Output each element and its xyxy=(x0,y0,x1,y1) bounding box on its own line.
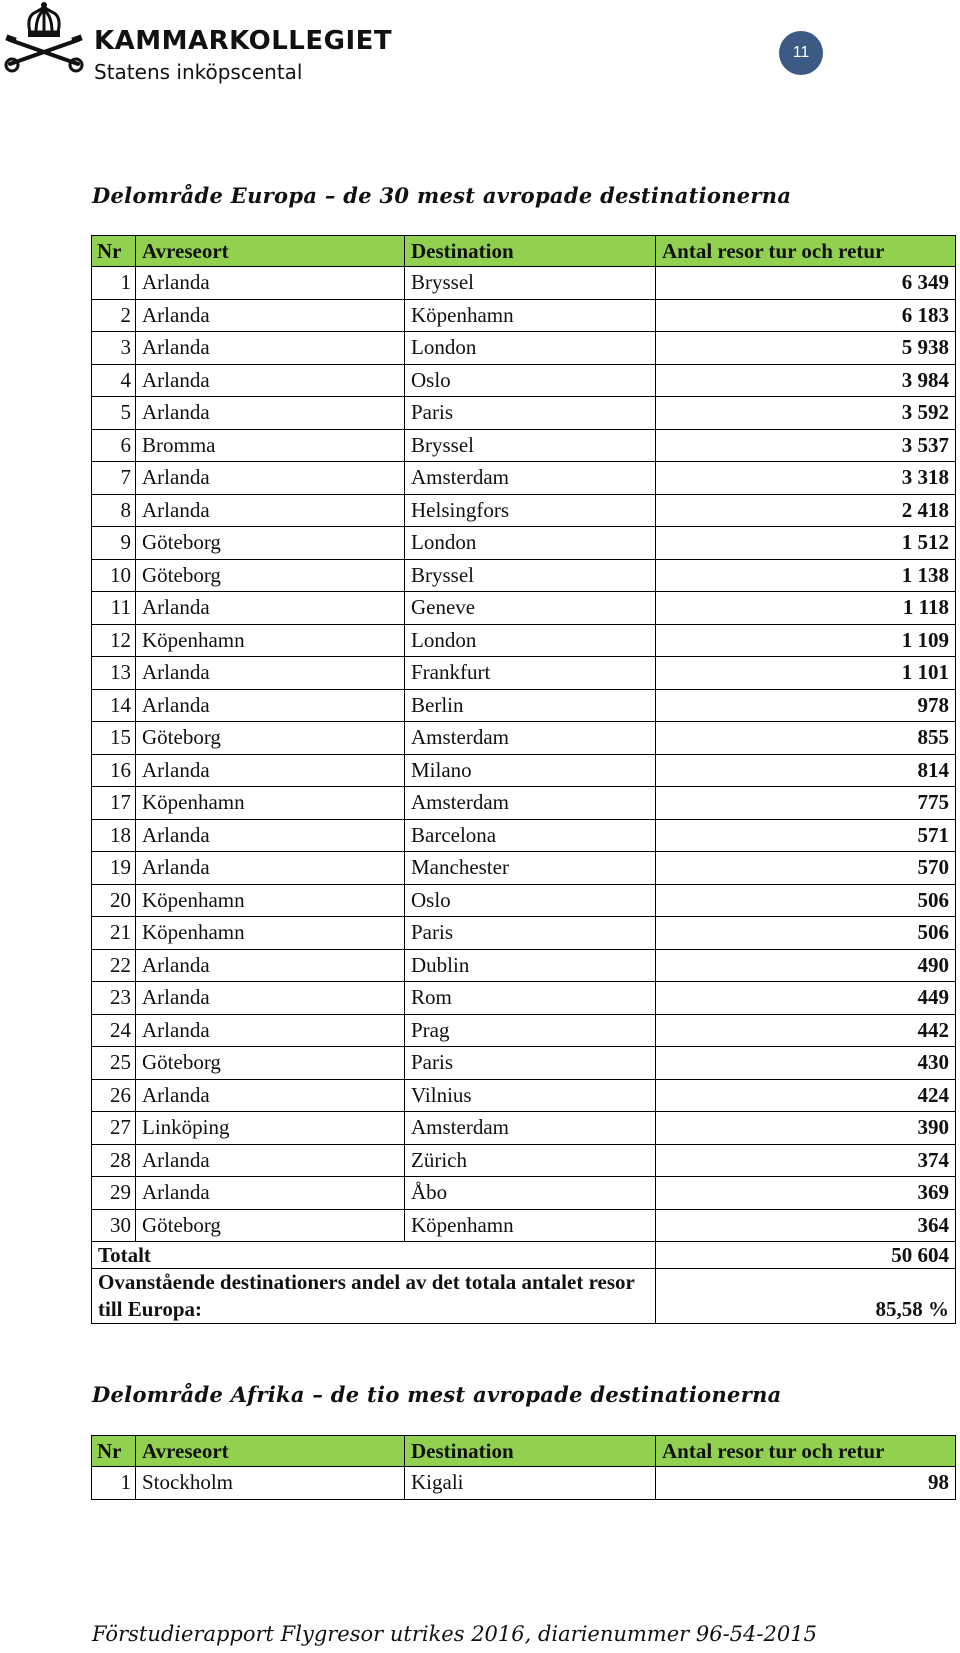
cell-destination: Helsingfors xyxy=(405,494,656,527)
cell-destination: Barcelona xyxy=(405,819,656,852)
cell-avreseort: Arlanda xyxy=(136,1177,405,1210)
cell-antal: 374 xyxy=(656,1144,956,1177)
table-row xyxy=(92,332,956,365)
cell-avreseort: Stockholm xyxy=(136,1467,405,1500)
cell-antal: 442 xyxy=(656,1014,956,1047)
cell-nr: 4 xyxy=(92,364,136,397)
cell-antal: 98 xyxy=(656,1467,956,1500)
table-row xyxy=(92,429,956,462)
cell-destination: Manchester xyxy=(405,852,656,885)
cell-nr: 1 xyxy=(92,1467,136,1500)
cell-antal: 1 109 xyxy=(656,624,956,657)
cell-nr: 5 xyxy=(92,397,136,430)
cell-nr: 8 xyxy=(92,494,136,527)
cell-destination: Dublin xyxy=(405,949,656,982)
table-row xyxy=(92,917,956,950)
cell-destination: Vilnius xyxy=(405,1079,656,1112)
cell-nr: 26 xyxy=(92,1079,136,1112)
total-row xyxy=(92,1242,956,1269)
cell-nr: 15 xyxy=(92,722,136,755)
cell-avreseort: Arlanda xyxy=(136,462,405,495)
cell-antal: 571 xyxy=(656,819,956,852)
cell-avreseort: Arlanda xyxy=(136,332,405,365)
cell-destination: Oslo xyxy=(405,884,656,917)
africa-heading: Delområde Afrika – de tio mest avropade destinationerna xyxy=(92,1382,782,1407)
logo-subtitle: Statens inköpscental xyxy=(94,60,303,84)
table-row xyxy=(92,884,956,917)
cell-nr: 6 xyxy=(92,429,136,462)
footer-text: Förstudierapport Flygresor utrikes 2016, diarienummer 96-54-2015 xyxy=(92,1622,817,1646)
table-header-row xyxy=(92,236,956,267)
cell-destination: Prag xyxy=(405,1014,656,1047)
column-header-avreseort: Avreseort xyxy=(136,1436,405,1467)
table-row xyxy=(92,299,956,332)
table-row xyxy=(92,364,956,397)
cell-nr: 16 xyxy=(92,754,136,787)
africa-table xyxy=(91,1435,956,1500)
cell-destination: Paris xyxy=(405,1047,656,1080)
cell-antal: 978 xyxy=(656,689,956,722)
table-row xyxy=(92,1079,956,1112)
cell-nr: 21 xyxy=(92,917,136,950)
cell-nr: 7 xyxy=(92,462,136,495)
table-row xyxy=(92,1047,956,1080)
cell-destination: Rom xyxy=(405,982,656,1015)
cell-avreseort: Bromma xyxy=(136,429,405,462)
cell-antal: 3 537 xyxy=(656,429,956,462)
cell-avreseort: Göteborg xyxy=(136,527,405,560)
cell-destination: Milano xyxy=(405,754,656,787)
cell-destination: Bryssel xyxy=(405,267,656,300)
cell-avreseort: Arlanda xyxy=(136,299,405,332)
cell-destination: Amsterdam xyxy=(405,462,656,495)
cell-avreseort: Göteborg xyxy=(136,722,405,755)
cell-antal: 1 512 xyxy=(656,527,956,560)
cell-destination: Köpenhamn xyxy=(405,1209,656,1242)
table-row xyxy=(92,1144,956,1177)
cell-avreseort: Arlanda xyxy=(136,267,405,300)
table-row xyxy=(92,1209,956,1242)
cell-destination: Bryssel xyxy=(405,429,656,462)
cell-antal: 390 xyxy=(656,1112,956,1145)
table-row xyxy=(92,527,956,560)
cell-antal: 1 138 xyxy=(656,559,956,592)
cell-destination: London xyxy=(405,332,656,365)
cell-antal: 1 118 xyxy=(656,592,956,625)
cell-nr: 30 xyxy=(92,1209,136,1242)
column-header-antal: Antal resor tur och retur xyxy=(656,236,956,267)
table-row xyxy=(92,462,956,495)
table-row xyxy=(92,494,956,527)
cell-avreseort: Arlanda xyxy=(136,1014,405,1047)
table-row xyxy=(92,624,956,657)
cell-destination: Amsterdam xyxy=(405,787,656,820)
cell-nr: 1 xyxy=(92,267,136,300)
cell-nr: 24 xyxy=(92,1014,136,1047)
table-row xyxy=(92,949,956,982)
europe-table-body xyxy=(92,267,956,1242)
cell-nr: 29 xyxy=(92,1177,136,1210)
table-row xyxy=(92,1112,956,1145)
cell-destination: Geneve xyxy=(405,592,656,625)
cell-antal: 775 xyxy=(656,787,956,820)
cell-nr: 3 xyxy=(92,332,136,365)
cell-avreseort: Arlanda xyxy=(136,592,405,625)
europe-table xyxy=(91,235,956,1324)
cell-antal: 424 xyxy=(656,1079,956,1112)
column-header-antal: Antal resor tur och retur xyxy=(656,1436,956,1467)
cell-nr: 23 xyxy=(92,982,136,1015)
table-row xyxy=(92,1467,956,1500)
cell-nr: 19 xyxy=(92,852,136,885)
cell-avreseort: Arlanda xyxy=(136,494,405,527)
cell-nr: 25 xyxy=(92,1047,136,1080)
logo-title: KAMMARKOLLEGIET xyxy=(94,26,393,56)
column-header-destination: Destination xyxy=(405,236,656,267)
cell-avreseort: Arlanda xyxy=(136,852,405,885)
table-row xyxy=(92,1014,956,1047)
cell-antal: 6 183 xyxy=(656,299,956,332)
cell-destination: Bryssel xyxy=(405,559,656,592)
cell-nr: 13 xyxy=(92,657,136,690)
cell-avreseort: Arlanda xyxy=(136,397,405,430)
column-header-nr: Nr xyxy=(92,236,136,267)
cell-nr: 9 xyxy=(92,527,136,560)
total-label: Totalt xyxy=(92,1242,656,1269)
cell-avreseort: Arlanda xyxy=(136,949,405,982)
cell-antal: 1 101 xyxy=(656,657,956,690)
cell-avreseort: Arlanda xyxy=(136,689,405,722)
cell-avreseort: Göteborg xyxy=(136,1047,405,1080)
cell-destination: Paris xyxy=(405,397,656,430)
page-number-badge: 11 xyxy=(779,31,823,75)
share-value: 85,58 % xyxy=(656,1269,956,1324)
cell-avreseort: Köpenhamn xyxy=(136,884,405,917)
table-row xyxy=(92,689,956,722)
share-label: Ovanstående destinationers andel av det totala antalet resor till Europa: xyxy=(92,1269,656,1324)
logo xyxy=(2,2,393,84)
table-row xyxy=(92,982,956,1015)
cell-nr: 2 xyxy=(92,299,136,332)
cell-antal: 5 938 xyxy=(656,332,956,365)
table-header-row xyxy=(92,1436,956,1467)
cell-destination: London xyxy=(405,527,656,560)
table-row xyxy=(92,592,956,625)
total-value: 50 604 xyxy=(656,1242,956,1269)
cell-antal: 490 xyxy=(656,949,956,982)
cell-destination: Frankfurt xyxy=(405,657,656,690)
cell-antal: 430 xyxy=(656,1047,956,1080)
cell-antal: 369 xyxy=(656,1177,956,1210)
africa-table-body xyxy=(92,1467,956,1500)
share-row xyxy=(92,1269,956,1324)
cell-nr: 10 xyxy=(92,559,136,592)
cell-nr: 11 xyxy=(92,592,136,625)
cell-avreseort: Arlanda xyxy=(136,657,405,690)
cell-avreseort: Arlanda xyxy=(136,364,405,397)
table-row xyxy=(92,754,956,787)
cell-nr: 12 xyxy=(92,624,136,657)
cell-avreseort: Köpenhamn xyxy=(136,917,405,950)
column-header-nr: Nr xyxy=(92,1436,136,1467)
table-row xyxy=(92,1177,956,1210)
cell-antal: 364 xyxy=(656,1209,956,1242)
column-header-destination: Destination xyxy=(405,1436,656,1467)
cell-antal: 506 xyxy=(656,884,956,917)
cell-antal: 570 xyxy=(656,852,956,885)
cell-destination: Paris xyxy=(405,917,656,950)
cell-avreseort: Arlanda xyxy=(136,1079,405,1112)
cell-avreseort: Köpenhamn xyxy=(136,624,405,657)
table-row xyxy=(92,267,956,300)
cell-nr: 27 xyxy=(92,1112,136,1145)
cell-avreseort: Göteborg xyxy=(136,1209,405,1242)
cell-destination: Köpenhamn xyxy=(405,299,656,332)
cell-destination: Kigali xyxy=(405,1467,656,1500)
cell-antal: 814 xyxy=(656,754,956,787)
cell-destination: Oslo xyxy=(405,364,656,397)
cell-destination: Zürich xyxy=(405,1144,656,1177)
cell-antal: 3 318 xyxy=(656,462,956,495)
crown-keys-icon xyxy=(2,2,86,74)
cell-avreseort: Linköping xyxy=(136,1112,405,1145)
cell-destination: Berlin xyxy=(405,689,656,722)
table-row xyxy=(92,657,956,690)
cell-destination: Åbo xyxy=(405,1177,656,1210)
cell-nr: 17 xyxy=(92,787,136,820)
table-row xyxy=(92,722,956,755)
cell-destination: Amsterdam xyxy=(405,1112,656,1145)
cell-avreseort: Köpenhamn xyxy=(136,787,405,820)
cell-antal: 449 xyxy=(656,982,956,1015)
table-row xyxy=(92,787,956,820)
cell-nr: 20 xyxy=(92,884,136,917)
cell-nr: 14 xyxy=(92,689,136,722)
cell-destination: Amsterdam xyxy=(405,722,656,755)
column-header-avreseort: Avreseort xyxy=(136,236,405,267)
cell-avreseort: Arlanda xyxy=(136,982,405,1015)
cell-antal: 3 984 xyxy=(656,364,956,397)
cell-antal: 506 xyxy=(656,917,956,950)
table-row xyxy=(92,852,956,885)
cell-avreseort: Arlanda xyxy=(136,819,405,852)
europe-heading: Delområde Europa – de 30 mest avropade destinationerna xyxy=(92,183,792,208)
cell-nr: 28 xyxy=(92,1144,136,1177)
cell-antal: 855 xyxy=(656,722,956,755)
cell-antal: 3 592 xyxy=(656,397,956,430)
cell-destination: London xyxy=(405,624,656,657)
cell-nr: 18 xyxy=(92,819,136,852)
cell-antal: 6 349 xyxy=(656,267,956,300)
cell-nr: 22 xyxy=(92,949,136,982)
cell-avreseort: Arlanda xyxy=(136,1144,405,1177)
cell-antal: 2 418 xyxy=(656,494,956,527)
table-row xyxy=(92,819,956,852)
cell-avreseort: Arlanda xyxy=(136,754,405,787)
cell-avreseort: Göteborg xyxy=(136,559,405,592)
table-row xyxy=(92,397,956,430)
table-row xyxy=(92,559,956,592)
